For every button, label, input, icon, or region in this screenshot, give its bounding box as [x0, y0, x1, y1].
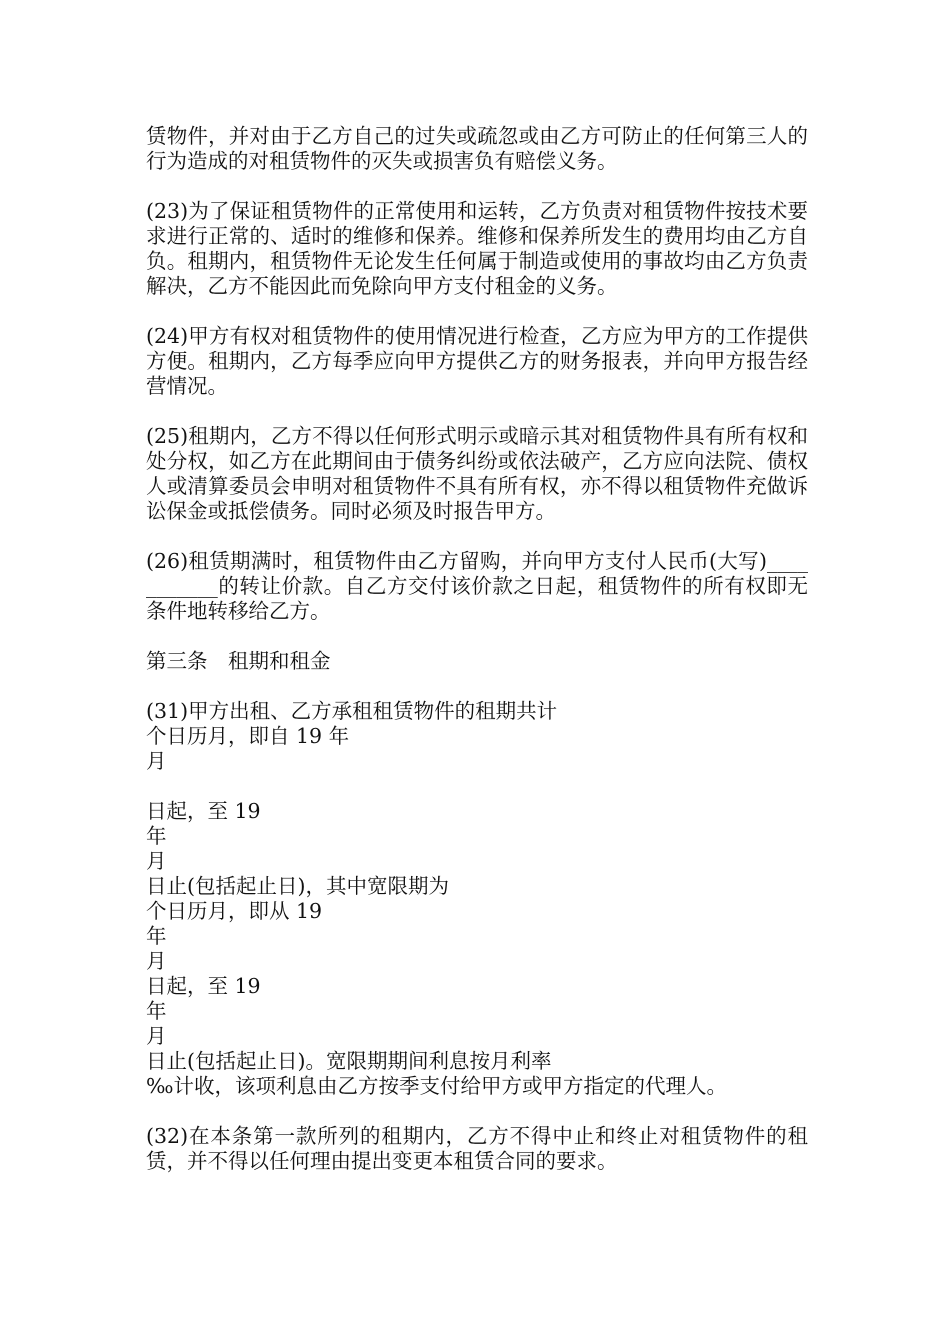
paragraph-31-line: 月	[146, 949, 167, 973]
document-body	[146, 124, 808, 1199]
paragraph-31-line: 日起，至 19	[146, 974, 261, 998]
paragraph-31-line: 日止(包括起止日)，其中宽限期为	[146, 874, 449, 898]
paragraph-31-line: 个日历月，即从 19	[146, 899, 323, 923]
paragraph-31-line: 日起，至 19	[146, 799, 261, 823]
paragraph-31-line: ‰计收，该项利息由乙方按季支付给甲方或甲方指定的代理人。	[146, 1074, 728, 1098]
paragraph-22-continued: 赁物件，并对由于乙方自己的过失或疏忽或由乙方可防止的任何第三人的行为造成的对租赁物件的灭失或损害负有赔偿义务。	[146, 124, 808, 173]
paragraph-24: (24)甲方有权对租赁物件的使用情况进行检查，乙方应为甲方的工作提供方便。租期内，乙方每季应向甲方提供乙方的财务报表，并向甲方报告经营情况。	[146, 324, 808, 398]
paragraph-31-line: (31)甲方出租、乙方承租租赁物件的租期共计	[146, 699, 558, 723]
paragraph-31-line: 日止(包括起止日)。宽限期期间利息按月利率	[146, 1049, 552, 1073]
paragraph-31-line: 年	[146, 999, 167, 1023]
paragraph-31-line	[146, 774, 808, 799]
paragraph-25: (25)租期内，乙方不得以任何形式明示或暗示其对租赁物件具有所有权和处分权，如乙方在此期间由于债务纠纷或依法破产，乙方应向法院、债权人或清算委员会申明对租赁物件不具有所有权，亦不得以租赁物件充做诉讼保金或抵偿债务。同时必须及时报告甲方。	[146, 424, 808, 523]
paragraph-31-line: 年	[146, 924, 167, 948]
article-3-heading: 第三条 租期和租金	[146, 649, 331, 673]
paragraph-31-line: 个日历月，即自 19 年	[146, 724, 350, 748]
paragraph-26: (26)租赁期满时，租赁物件由乙方留购，并向甲方支付人民币(大写)___________的转让价款。自乙方交付该价款之日起，租赁物件的所有权即无条件地转移给乙方。	[146, 549, 808, 623]
paragraph-31-line: 月	[146, 1024, 167, 1048]
paragraph-31-line: 年	[146, 824, 167, 848]
paragraph-31	[146, 699, 808, 1099]
paragraph-32: (32)在本条第一款所列的租期内，乙方不得中止和终止对租赁物件的租赁，并不得以任何理由提出变更本租赁合同的要求。	[146, 1124, 808, 1173]
paragraph-31-line: 月	[146, 749, 167, 773]
paragraph-23: (23)为了保证租赁物件的正常使用和运转，乙方负责对租赁物件按技术要求进行正常的、适时的维修和保养。维修和保养所发生的费用均由乙方自负。租期内，租赁物件无论发生任何属于制造或使用的事故均由乙方负责解决，乙方不能因此而免除向甲方支付租金的义务。	[146, 199, 808, 298]
paragraph-31-line: 月	[146, 849, 167, 873]
